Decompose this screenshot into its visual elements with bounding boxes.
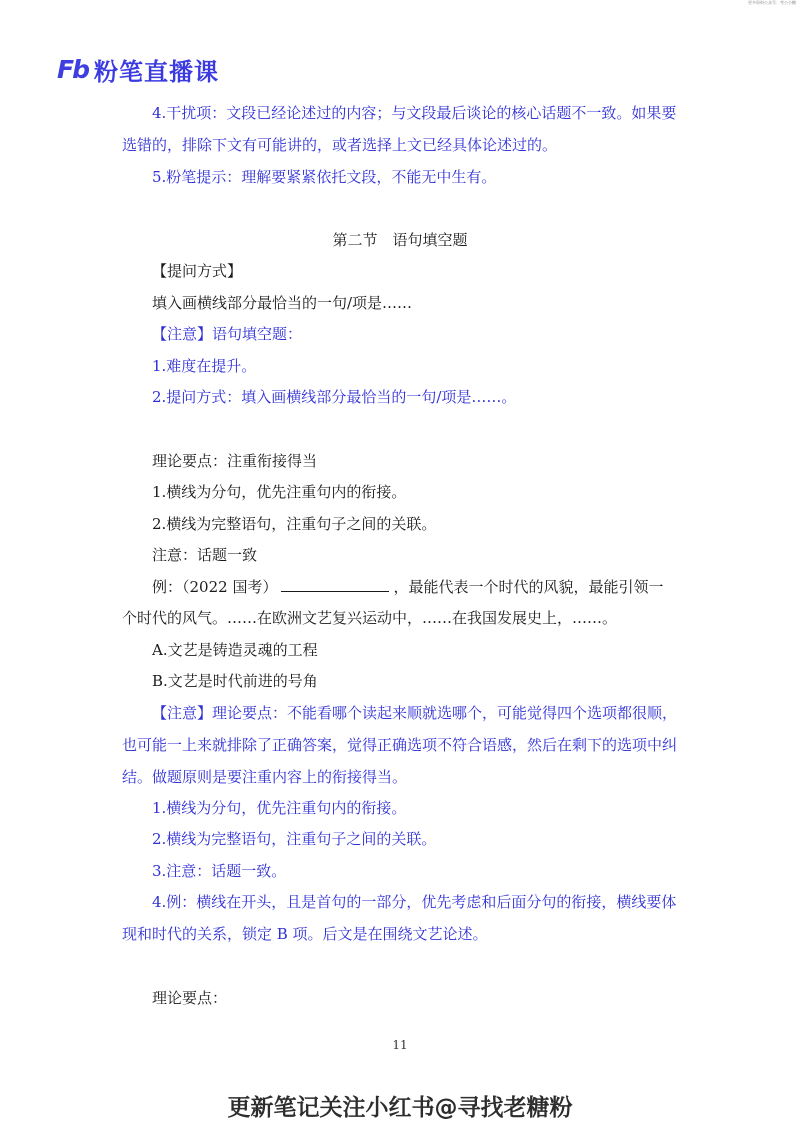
- note-item-1: 1.难度在提升。: [152, 357, 257, 375]
- option-a: A.文艺是铸造灵魂的工程: [152, 641, 318, 659]
- note-paragraph: 【注意】理论要点：不能看哪个读起来顺就选哪个，可能觉得四个选项都很顺，也可能一上来就排除了正确答案，觉得正确选项不符合语感，然后在剩下的选项中纠结。做题原则是要注重内容上的衔接得当。: [122, 704, 678, 786]
- theory-heading-2: 理论要点：: [152, 989, 228, 1007]
- ask-heading: 【提问方式】: [152, 262, 243, 280]
- fill-blank: [281, 577, 389, 592]
- ask-text: 填入画横线部分最恰当的一句/项是……: [152, 294, 413, 312]
- footer-watermark: 更新笔记关注小红书@寻找老糖粉: [227, 1095, 573, 1121]
- page-number: 11: [392, 1038, 408, 1052]
- top-corner-note: 更多资料公众号：考公小糖: [748, 0, 796, 5]
- note-item-2: 2.提问方式：填入画横线部分最恰当的一句/项是……。: [152, 388, 517, 406]
- logo-text: 粉笔直播课: [93, 57, 219, 86]
- paragraph-hint: 5.粉笔提示：理解要紧紧依托文段，不能无中生有。: [152, 168, 497, 186]
- theory-heading: 理论要点：注重衔接得当: [152, 452, 318, 470]
- theory-item-2: 2.横线为完整语句，注重句子之间的关联。: [152, 515, 437, 533]
- method-item-1: 1.横线为分句，优先注重句内的衔接。: [152, 799, 407, 817]
- method-item-3: 3.注意：话题一致。: [152, 862, 287, 880]
- paragraph-distractor: 4.干扰项：文段已经论述过的内容；与文段最后谈论的核心话题不一致。如果要选错的，排除下文有可能讲的，或者选择上文已经具体论述过的。: [122, 104, 677, 154]
- theory-item-1: 1.横线为分句，优先注重句内的衔接。: [152, 483, 407, 501]
- example-continuation: 个时代的风气。……在欧洲文艺复兴运动中，……在我国发展史上，……。: [122, 609, 618, 627]
- note-heading: 【注意】语句填空题：: [152, 325, 303, 343]
- section-title: 第二节 语句填空题: [332, 231, 468, 249]
- attention-note: 注意：话题一致: [152, 546, 258, 564]
- option-b: B.文艺是时代前进的号角: [152, 672, 318, 690]
- logo-mark: Fb: [57, 54, 88, 84]
- method-item-2: 2.横线为完整语句，注重句子之间的关联。: [152, 830, 437, 848]
- example-prefix: 例：（2022 国考）: [152, 578, 278, 596]
- brand-logo: [57, 54, 219, 84]
- method-item-4: 4.例：横线在开头，且是首句的一部分，优先考虑和后面分句的衔接，横线要体现和时代的关系，锁定 B 项。后文是在围绕文艺论述。: [122, 893, 677, 943]
- example-line: [152, 577, 663, 597]
- example-suffix: ，最能代表一个时代的风貌，最能引领一: [393, 578, 664, 596]
